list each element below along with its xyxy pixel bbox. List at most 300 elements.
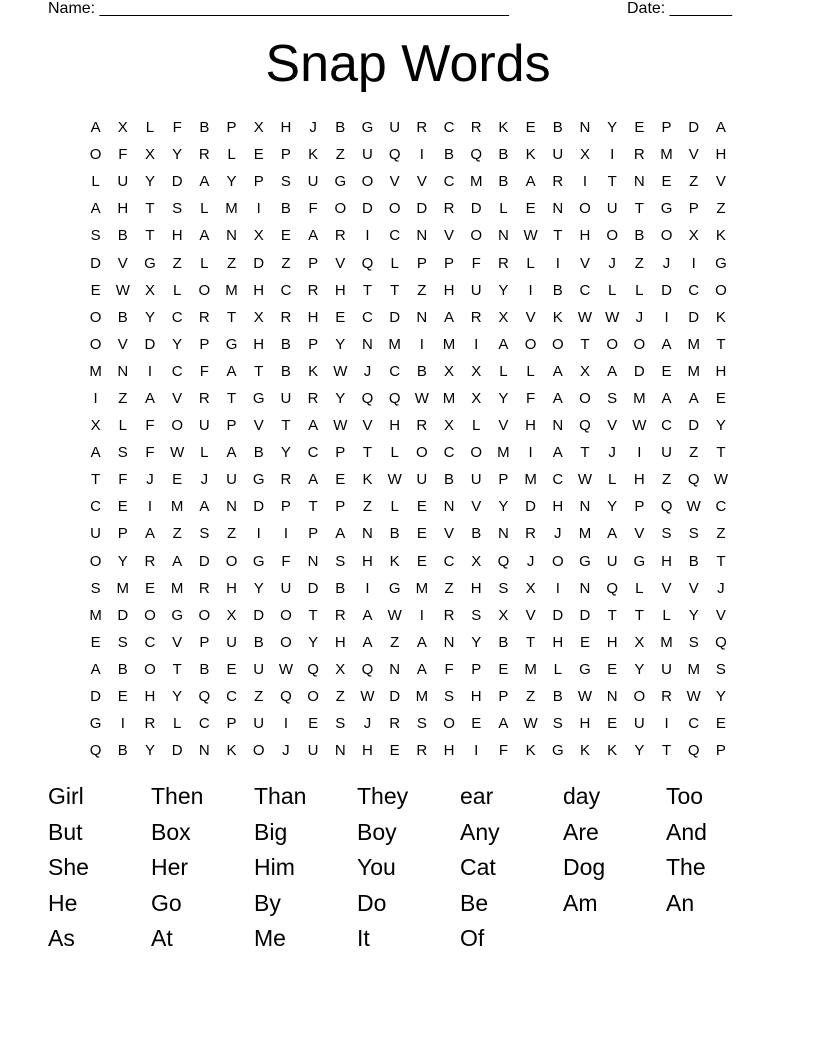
grid-letter[interactable]: B [498, 173, 509, 191]
grid-letter[interactable]: J [363, 715, 372, 733]
grid-letter[interactable]: V [715, 173, 726, 191]
grid-letter[interactable]: X [253, 227, 264, 245]
grid-letter[interactable]: M [660, 633, 673, 651]
grid-letter[interactable]: W [713, 471, 728, 489]
grid-letter[interactable]: L [526, 362, 535, 380]
grid-letter[interactable]: K [308, 146, 319, 164]
grid-letter[interactable]: R [470, 308, 482, 326]
grid-letter[interactable]: V [117, 335, 128, 353]
grid-letter[interactable]: I [528, 444, 533, 462]
grid-letter[interactable]: O [715, 281, 727, 299]
grid-letter[interactable]: T [91, 471, 101, 489]
grid-letter[interactable]: N [497, 525, 509, 543]
grid-letter[interactable]: S [471, 606, 482, 624]
grid-letter[interactable]: P [498, 688, 509, 706]
grid-letter[interactable]: X [634, 633, 645, 651]
grid-letter[interactable]: A [498, 715, 509, 733]
grid-letter[interactable]: U [470, 471, 482, 489]
grid-letter[interactable]: O [579, 200, 591, 218]
grid-letter[interactable]: S [335, 715, 346, 733]
grid-letter[interactable]: K [715, 308, 726, 326]
grid-letter[interactable]: U [117, 173, 129, 191]
grid-letter[interactable]: F [498, 742, 508, 760]
grid-letter[interactable]: U [606, 200, 618, 218]
grid-letter[interactable]: J [146, 471, 154, 489]
grid-letter[interactable]: V [525, 308, 536, 326]
grid-letter[interactable]: A [552, 362, 563, 380]
grid-letter[interactable]: X [688, 227, 699, 245]
grid-letter[interactable]: A [308, 471, 319, 489]
grid-letter[interactable]: T [580, 335, 590, 353]
grid-letter[interactable]: Q [388, 389, 401, 407]
grid-letter[interactable]: Y [144, 173, 155, 191]
grid-letter[interactable]: U [253, 660, 265, 678]
grid-letter[interactable]: T [145, 227, 155, 245]
grid-letter[interactable]: S [688, 525, 699, 543]
grid-letter[interactable]: Q [361, 254, 374, 272]
grid-letter[interactable]: D [525, 498, 537, 516]
grid-letter[interactable]: Q [687, 471, 700, 489]
grid-letter[interactable]: Q [606, 579, 618, 597]
grid-letter[interactable]: D [171, 742, 183, 760]
grid-letter[interactable]: R [280, 308, 292, 326]
grid-letter[interactable]: P [688, 200, 699, 218]
grid-letter[interactable]: F [444, 660, 454, 678]
grid-letter[interactable]: U [661, 660, 672, 678]
grid-letter[interactable]: W [577, 471, 593, 489]
grid-letter[interactable]: V [715, 606, 726, 624]
grid-letter[interactable]: Y [172, 335, 183, 353]
grid-letter[interactable]: H [362, 552, 373, 570]
grid-letter[interactable]: R [389, 715, 401, 733]
grid-letter[interactable]: I [555, 254, 560, 272]
grid-letter[interactable]: H [280, 119, 292, 137]
grid-letter[interactable]: S [335, 552, 346, 570]
grid-letter[interactable]: B [253, 444, 264, 462]
grid-letter[interactable]: M [415, 688, 429, 706]
grid-letter[interactable]: O [198, 281, 211, 299]
grid-letter[interactable]: L [200, 200, 209, 218]
grid-letter[interactable]: F [172, 119, 182, 137]
grid-letter[interactable]: P [226, 417, 237, 435]
grid-letter[interactable]: Y [335, 389, 346, 407]
grid-letter[interactable]: X [444, 362, 455, 380]
grid-letter[interactable]: E [661, 362, 672, 380]
grid-letter[interactable]: T [716, 444, 726, 462]
grid-letter[interactable]: U [307, 173, 319, 191]
grid-letter[interactable]: D [90, 688, 102, 706]
grid-letter[interactable]: A [226, 444, 237, 462]
grid-letter[interactable]: Z [362, 498, 373, 516]
grid-letter[interactable]: C [715, 498, 727, 516]
grid-letter[interactable]: G [715, 254, 727, 272]
grid-letter[interactable]: Z [661, 471, 672, 489]
grid-letter[interactable]: S [416, 715, 427, 733]
grid-letter[interactable]: I [283, 525, 288, 543]
grid-letter[interactable]: P [199, 335, 210, 353]
grid-letter[interactable]: L [472, 417, 481, 435]
grid-letter[interactable]: G [388, 579, 401, 597]
grid-letter[interactable]: E [335, 308, 346, 326]
grid-letter[interactable]: B [444, 146, 455, 164]
grid-letter[interactable]: S [199, 525, 210, 543]
grid-letter[interactable]: N [579, 119, 591, 137]
grid-letter[interactable]: R [525, 525, 537, 543]
grid-letter[interactable]: A [226, 362, 237, 380]
grid-letter[interactable]: P [280, 498, 291, 516]
grid-letter[interactable]: R [416, 119, 428, 137]
grid-letter[interactable]: D [253, 606, 265, 624]
grid-letter[interactable]: B [117, 308, 128, 326]
grid-letter[interactable]: K [552, 308, 563, 326]
grid-letter[interactable]: D [633, 362, 645, 380]
grid-letter[interactable]: J [635, 308, 644, 326]
grid-letter[interactable]: L [635, 579, 644, 597]
grid-letter[interactable]: G [551, 742, 564, 760]
grid-letter[interactable]: W [414, 389, 429, 407]
grid-letter[interactable]: T [716, 552, 726, 570]
grid-letter[interactable]: V [688, 146, 699, 164]
grid-letter[interactable]: J [608, 444, 616, 462]
grid-letter[interactable]: W [115, 281, 130, 299]
grid-letter[interactable]: U [633, 715, 645, 733]
grid-letter[interactable]: F [145, 444, 155, 462]
grid-letter[interactable]: S [280, 173, 291, 191]
grid-letter[interactable]: O [225, 552, 238, 570]
grid-letter[interactable]: F [308, 200, 318, 218]
grid-letter[interactable]: F [281, 552, 291, 570]
grid-letter[interactable]: S [607, 389, 618, 407]
grid-letter[interactable]: P [117, 525, 128, 543]
grid-letter[interactable]: Y [634, 660, 645, 678]
grid-letter[interactable]: I [365, 227, 370, 245]
grid-letter[interactable]: A [144, 525, 155, 543]
grid-letter[interactable]: A [444, 308, 455, 326]
grid-letter[interactable]: P [335, 444, 346, 462]
grid-letter[interactable]: R [198, 579, 210, 597]
grid-letter[interactable]: N [579, 579, 591, 597]
grid-letter[interactable]: B [634, 227, 645, 245]
grid-letter[interactable]: M [687, 335, 700, 353]
grid-letter[interactable]: V [172, 633, 183, 651]
grid-letter[interactable]: D [688, 417, 700, 435]
grid-letter[interactable]: Y [498, 389, 509, 407]
grid-letter[interactable]: U [552, 146, 564, 164]
grid-letter[interactable]: Z [390, 633, 400, 651]
grid-letter[interactable]: Z [417, 281, 427, 299]
grid-letter[interactable]: H [253, 335, 265, 353]
grid-letter[interactable]: Q [687, 742, 700, 760]
grid-letter[interactable]: A [199, 227, 210, 245]
grid-letter[interactable]: R [198, 146, 210, 164]
grid-letter[interactable]: Q [579, 417, 591, 435]
grid-letter[interactable]: S [90, 227, 101, 245]
grid-letter[interactable]: W [605, 308, 620, 326]
grid-letter[interactable]: A [90, 444, 101, 462]
grid-letter[interactable]: A [607, 362, 618, 380]
grid-letter[interactable]: O [606, 227, 618, 245]
grid-letter[interactable]: I [147, 498, 153, 516]
grid-letter[interactable]: U [198, 417, 210, 435]
grid-letter[interactable]: A [90, 200, 101, 218]
grid-letter[interactable]: P [226, 715, 237, 733]
grid-letter[interactable]: Y [172, 688, 183, 706]
grid-letter[interactable]: M [469, 173, 483, 191]
grid-letter[interactable]: I [419, 146, 424, 164]
grid-letter[interactable]: W [686, 688, 701, 706]
grid-letter[interactable]: N [552, 200, 564, 218]
grid-letter[interactable]: B [117, 742, 128, 760]
grid-letter[interactable]: V [579, 254, 590, 272]
grid-letter[interactable]: C [226, 688, 237, 706]
grid-letter[interactable]: P [661, 119, 672, 137]
grid-letter[interactable]: H [470, 579, 482, 597]
grid-letter[interactable]: O [280, 633, 292, 651]
grid-letter[interactable]: O [89, 552, 102, 570]
grid-letter[interactable]: G [334, 173, 347, 191]
grid-letter[interactable]: P [634, 498, 645, 516]
grid-letter[interactable]: Q [497, 552, 510, 570]
grid-letter[interactable]: K [362, 471, 373, 489]
grid-letter[interactable]: N [226, 498, 237, 516]
grid-letter[interactable]: E [416, 498, 427, 516]
grid-letter[interactable]: B [552, 688, 563, 706]
grid-letter[interactable]: J [662, 254, 671, 272]
grid-letter[interactable]: N [579, 498, 591, 516]
grid-letter[interactable]: O [524, 335, 537, 353]
grid-letter[interactable]: T [634, 606, 644, 624]
grid-letter[interactable]: R [416, 742, 428, 760]
grid-letter[interactable]: Z [281, 254, 291, 272]
grid-letter[interactable]: S [172, 200, 183, 218]
grid-letter[interactable]: D [253, 498, 265, 516]
grid-letter[interactable]: P [416, 254, 427, 272]
grid-letter[interactable]: S [688, 633, 699, 651]
grid-letter[interactable]: W [333, 417, 348, 435]
grid-letter[interactable]: W [278, 660, 293, 678]
grid-letter[interactable]: C [443, 552, 455, 570]
grid-letter[interactable]: R [198, 308, 210, 326]
grid-letter[interactable]: Y [117, 552, 128, 570]
grid-letter[interactable]: X [471, 552, 482, 570]
grid-letter[interactable]: V [389, 173, 400, 191]
grid-letter[interactable]: J [282, 742, 290, 760]
grid-letter[interactable]: Y [498, 498, 509, 516]
grid-letter[interactable]: J [608, 254, 616, 272]
grid-letter[interactable]: G [252, 552, 265, 570]
grid-letter[interactable]: L [390, 444, 399, 462]
grid-letter[interactable]: K [715, 227, 726, 245]
grid-letter[interactable]: Y [634, 742, 645, 760]
grid-letter[interactable]: H [633, 471, 645, 489]
grid-letter[interactable]: I [664, 308, 669, 326]
grid-letter[interactable]: L [607, 471, 617, 489]
grid-letter[interactable]: T [172, 660, 182, 678]
grid-letter[interactable]: G [225, 335, 238, 353]
grid-letter[interactable]: N [198, 742, 210, 760]
grid-letter[interactable]: K [308, 362, 319, 380]
grid-letter[interactable]: B [471, 525, 482, 543]
grid-letter[interactable]: O [633, 688, 646, 706]
grid-letter[interactable]: R [307, 281, 319, 299]
grid-letter[interactable]: I [555, 579, 560, 597]
grid-letter[interactable]: E [172, 471, 183, 489]
grid-letter[interactable]: O [89, 335, 102, 353]
grid-letter[interactable]: U [416, 471, 428, 489]
grid-letter[interactable]: I [582, 173, 588, 191]
grid-letter[interactable]: C [443, 173, 455, 191]
grid-letter[interactable]: W [170, 444, 185, 462]
grid-letter[interactable]: N [226, 227, 237, 245]
grid-letter[interactable]: C [198, 715, 210, 733]
grid-letter[interactable]: D [307, 579, 319, 597]
grid-letter[interactable]: E [471, 715, 482, 733]
grid-letter[interactable]: G [252, 471, 265, 489]
grid-letter[interactable]: V [362, 417, 373, 435]
grid-letter[interactable]: O [307, 688, 319, 706]
grid-letter[interactable]: J [200, 471, 209, 489]
grid-letter[interactable]: D [389, 688, 401, 706]
grid-letter[interactable]: E [607, 715, 618, 733]
grid-letter[interactable]: R [334, 606, 346, 624]
grid-letter[interactable]: N [552, 417, 564, 435]
grid-letter[interactable]: I [637, 444, 642, 462]
grid-letter[interactable]: T [226, 308, 237, 326]
grid-letter[interactable]: T [607, 606, 617, 624]
grid-letter[interactable]: M [687, 660, 700, 678]
grid-letter[interactable]: A [552, 389, 563, 407]
grid-letter[interactable]: N [443, 498, 455, 516]
grid-letter[interactable]: E [525, 119, 536, 137]
grid-letter[interactable]: P [715, 742, 726, 760]
grid-letter[interactable]: D [661, 281, 672, 299]
grid-letter[interactable]: O [551, 335, 564, 353]
grid-letter[interactable]: Q [361, 389, 374, 407]
grid-letter[interactable]: P [444, 254, 455, 272]
grid-letter[interactable]: M [633, 389, 646, 407]
grid-letter[interactable]: Q [89, 742, 102, 760]
grid-letter[interactable]: W [686, 498, 701, 516]
grid-letter[interactable]: U [226, 471, 237, 489]
grid-letter[interactable]: U [470, 281, 482, 299]
grid-letter[interactable]: O [280, 606, 292, 624]
grid-letter[interactable]: N [362, 525, 373, 543]
grid-letter[interactable]: G [660, 200, 673, 218]
grid-letter[interactable]: A [552, 444, 563, 462]
grid-letter[interactable]: R [198, 389, 210, 407]
grid-letter[interactable]: S [444, 688, 455, 706]
grid-letter[interactable]: J [526, 552, 535, 570]
grid-letter[interactable]: H [253, 281, 265, 299]
grid-letter[interactable]: N [606, 688, 618, 706]
grid-letter[interactable]: B [416, 362, 427, 380]
grid-letter[interactable]: E [579, 633, 590, 651]
grid-letter[interactable]: B [389, 525, 400, 543]
grid-letter[interactable]: A [362, 606, 373, 624]
grid-letter[interactable]: T [281, 417, 291, 435]
grid-letter[interactable]: O [443, 715, 455, 733]
grid-letter[interactable]: Y [715, 417, 726, 435]
grid-letter[interactable]: Y [280, 444, 291, 462]
grid-letter[interactable]: N [416, 227, 428, 245]
grid-letter[interactable]: T [308, 498, 318, 516]
grid-letter[interactable]: Z [335, 146, 345, 164]
grid-letter[interactable]: T [580, 444, 590, 462]
grid-letter[interactable]: W [577, 308, 593, 326]
grid-letter[interactable]: I [528, 281, 533, 299]
grid-letter[interactable]: N [633, 173, 645, 191]
grid-letter[interactable]: I [120, 715, 125, 733]
grid-letter[interactable]: H [525, 417, 537, 435]
grid-letter[interactable]: L [499, 362, 508, 380]
grid-letter[interactable]: A [199, 498, 210, 516]
grid-letter[interactable]: A [416, 660, 427, 678]
grid-letter[interactable]: D [688, 119, 700, 137]
grid-letter[interactable]: Z [689, 444, 699, 462]
grid-letter[interactable]: G [633, 552, 646, 570]
grid-letter[interactable]: G [89, 715, 102, 733]
grid-letter[interactable]: X [471, 389, 482, 407]
grid-letter[interactable]: R [443, 200, 455, 218]
grid-letter[interactable]: N [334, 742, 346, 760]
grid-letter[interactable]: O [361, 173, 374, 191]
grid-letter[interactable]: A [607, 525, 618, 543]
grid-letter[interactable]: L [553, 660, 562, 678]
date-field[interactable]: Date: _______ [627, 0, 732, 17]
grid-letter[interactable]: W [523, 227, 538, 245]
grid-letter[interactable]: A [498, 335, 509, 353]
grid-letter[interactable]: H [715, 362, 727, 380]
grid-letter[interactable]: B [280, 335, 291, 353]
grid-letter[interactable]: I [691, 254, 696, 272]
grid-letter[interactable]: A [362, 633, 373, 651]
grid-letter[interactable]: H [552, 633, 564, 651]
grid-letter[interactable]: B [199, 660, 210, 678]
grid-letter[interactable]: E [715, 389, 726, 407]
grid-letter[interactable]: J [717, 579, 725, 597]
grid-letter[interactable]: T [553, 227, 563, 245]
grid-letter[interactable]: E [308, 715, 319, 733]
grid-letter[interactable]: F [471, 254, 481, 272]
grid-letter[interactable]: C [389, 362, 401, 380]
grid-letter[interactable]: Y [144, 308, 155, 326]
grid-letter[interactable]: M [89, 362, 102, 380]
grid-letter[interactable]: Q [470, 146, 483, 164]
grid-letter[interactable]: E [90, 281, 101, 299]
grid-letter[interactable]: E [416, 552, 427, 570]
grid-letter[interactable]: Y [471, 633, 482, 651]
grid-letter[interactable]: U [226, 633, 237, 651]
grid-letter[interactable]: S [552, 715, 563, 733]
grid-letter[interactable]: L [172, 281, 182, 299]
grid-letter[interactable]: X [117, 119, 128, 137]
grid-letter[interactable]: V [661, 579, 672, 597]
grid-letter[interactable]: M [524, 660, 537, 678]
grid-letter[interactable]: H [552, 498, 564, 516]
grid-letter[interactable]: V [117, 254, 128, 272]
grid-letter[interactable]: D [688, 308, 700, 326]
grid-letter[interactable]: D [416, 200, 428, 218]
grid-letter[interactable]: R [144, 552, 156, 570]
grid-letter[interactable]: O [470, 444, 483, 462]
grid-letter[interactable]: O [470, 227, 483, 245]
grid-letter[interactable]: A [308, 417, 319, 435]
grid-letter[interactable]: I [256, 525, 261, 543]
grid-letter[interactable]: H [117, 200, 129, 218]
grid-letter[interactable]: T [661, 742, 672, 760]
grid-letter[interactable]: Y [688, 606, 699, 624]
grid-letter[interactable]: E [715, 715, 726, 733]
